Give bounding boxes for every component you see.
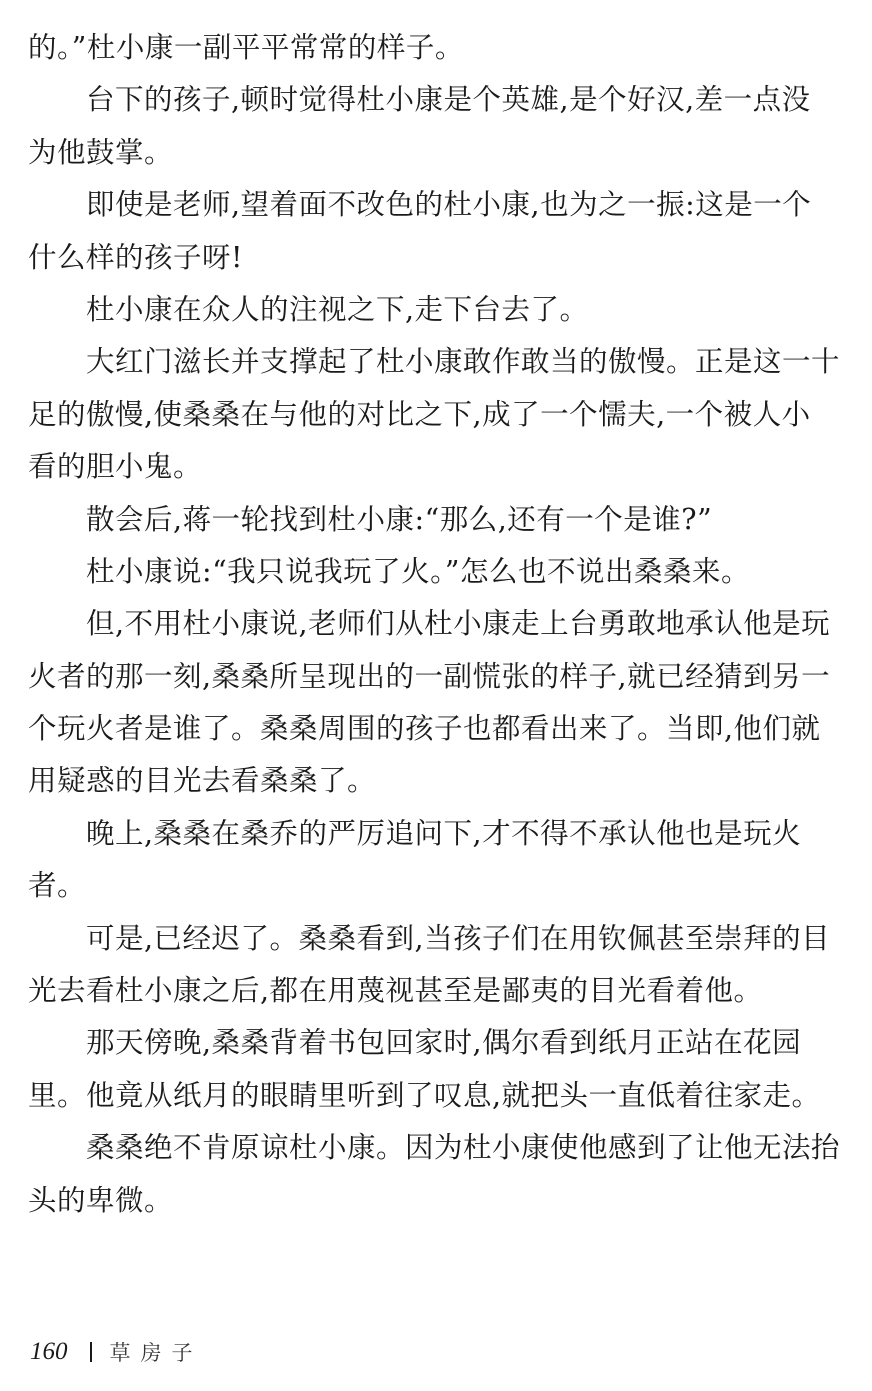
paragraph-start-line: 晚上,桑桑在桑乔的严厉追问下,才不得不承认他也是玩火 [86,816,802,850]
paragraph-start-line: 但,不用杜小康说,老师们从杜小康走上台勇敢地承认他是玩 [86,607,831,641]
text-line: 者。 [28,869,87,903]
page-number: 160 [30,1338,68,1365]
page-footer [30,1332,203,1372]
book-page-body [28,22,844,1227]
paragraph-start-line: 大红门滋长并支撑起了杜小康敢作敢当的傲慢。正是这一十 [86,345,841,379]
text-line: 用疑惑的目光去看桑桑了。 [28,764,377,798]
text-line: 为他鼓掌。 [28,135,174,169]
text-line: 里。他竟从纸月的眼睛里听到了叹息,就把头一直低着往家走。 [28,1078,821,1112]
text-line: 光去看杜小康之后,都在用蔑视甚至是鄙夷的目光看着他。 [28,974,763,1008]
paragraph-start-line: 即使是老师,望着面不改色的杜小康,也为之一振:这是一个 [86,188,812,222]
text-line: 什么样的孩子呀! [28,240,243,274]
text-line: 足的傲慢,使桑桑在与他的对比之下,成了一个懦夫,一个被人小 [28,397,811,431]
text-line: 的。”杜小康一副平平常常的样子。 [28,31,464,64]
text-line: 个玩火者是谁了。桑桑周围的孩子也都看出来了。当即,他们就 [28,712,821,746]
footer-divider [90,1342,92,1362]
paragraph-start-line: 可是,已经迟了。桑桑看到,当孩子们在用钦佩甚至崇拜的目 [86,921,831,955]
paragraph-start-line: 杜小康说:“我只说我玩了火。”怎么也不说出桑桑来。 [86,554,750,588]
paragraph-start-line: 桑桑绝不肯原谅杜小康。因为杜小康使他感到了让他无法抬 [86,1131,841,1165]
book-title: 草房子 [109,1341,203,1365]
paragraph-start-line: 散会后,蒋一轮找到杜小康:“那么,还有一个是谁?” [86,502,713,536]
text-line: 火者的那一刻,桑桑所呈现出的一副慌张的样子,就已经猜到另一 [28,659,831,693]
text-line: 头的卑微。 [28,1183,174,1217]
text-line: 看的胆小鬼。 [28,450,203,484]
paragraph-start-line: 杜小康在众人的注视之下,走下台去了。 [86,292,589,326]
paragraph-start-line: 台下的孩子,顿时觉得杜小康是个英雄,是个好汉,差一点没 [86,83,811,117]
paragraph-start-line: 那天傍晚,桑桑背着书包回家时,偶尔看到纸月正站在花园 [86,1026,802,1060]
